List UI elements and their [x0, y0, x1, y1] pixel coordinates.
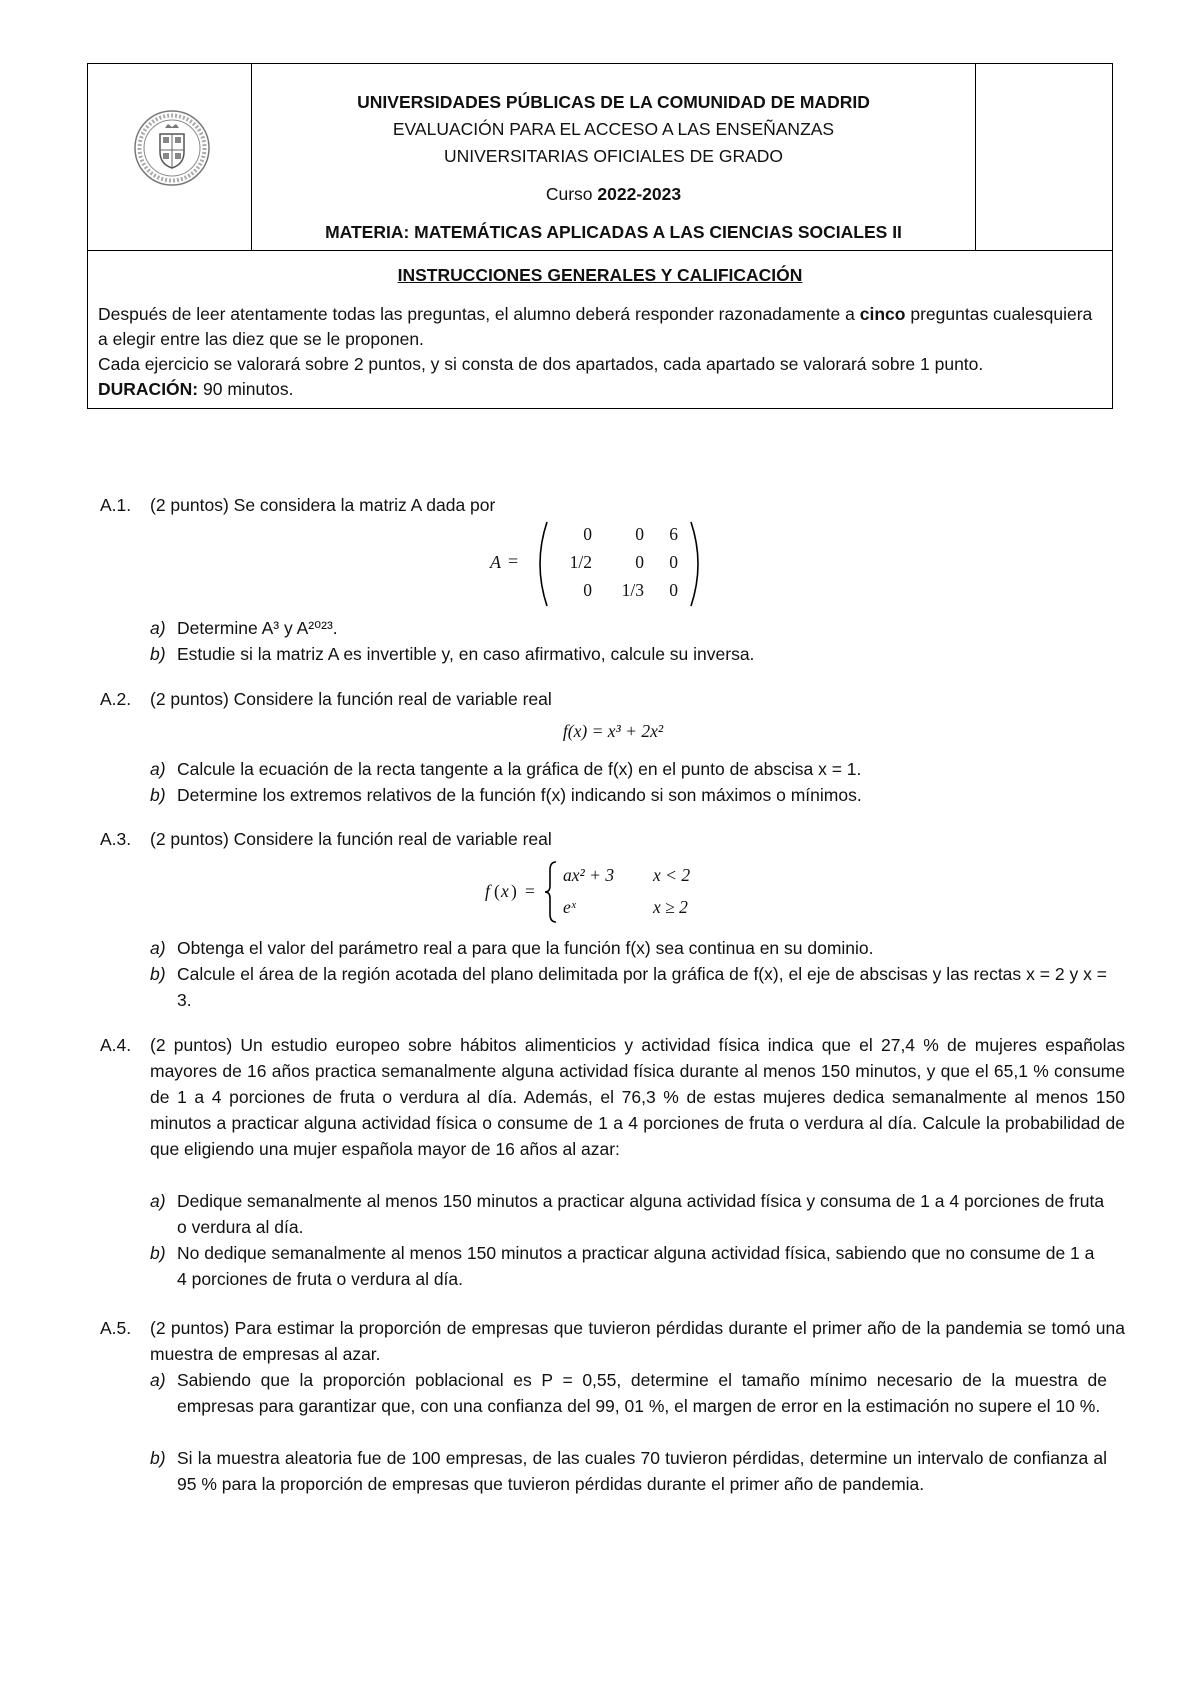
item-label: a)	[150, 759, 166, 779]
item-label: a)	[150, 938, 166, 958]
duration-label: DURACIÓN:	[98, 379, 199, 399]
brace-icon	[543, 860, 559, 924]
instructions-text	[98, 302, 1098, 402]
matrix-cell: 0	[583, 524, 592, 544]
item-text: Calcule el área de la región acotada del plano delimitada por la gráfica de f(x), el eje de abscisas y las rectas x = 2 y x = 3.	[177, 964, 1107, 1010]
header-official-degrees: UNIVERSITARIAS OFICIALES DE GRADO	[443, 146, 784, 166]
matrix-cell: 1/3	[621, 580, 644, 600]
case2-expr: eˣ	[563, 897, 576, 917]
item-text: Si la muestra aleatoria fue de 100 empresas, de las cuales 70 tuvieron pérdidas, determine un intervalo de confianza al 95 % para la proporción de empresas que tuvieron pérdidas durante el primer año de pandemia.	[177, 1448, 1107, 1494]
item-text: No dedique semanalmente al menos 150 minutos a practicar alguna actividad física, sabiendo que no consume de 1 a 4 porciones de fruta o verdura al día.	[177, 1243, 1095, 1289]
item-label: b)	[150, 1448, 166, 1468]
item-label: b)	[150, 644, 166, 664]
case1-cond: x < 2	[653, 865, 691, 885]
header-right-cell	[975, 64, 1112, 250]
course-label: Curso	[545, 184, 593, 204]
item-text: Sabiendo que la proporción poblacional es P = 0,55, determine el tamaño mínimo necesario de la muestra de empresas para garantizar que, con una confianza del 99, 01 %, el margen de error en la estimación no supere el 10 %.	[177, 1370, 1107, 1416]
header-university: UNIVERSIDADES PÚBLICAS DE LA COMUNIDAD DE MADRID	[357, 92, 870, 112]
matrix-cell: 0	[635, 552, 644, 572]
question-a4	[100, 1032, 1126, 1292]
question-number: A.4.	[100, 1035, 132, 1055]
question-text: (2 puntos) Para estimar la proporción de empresas que tuvieron pérdidas durante el primer año de la pandemia se tomó una muestra de empresas al azar.	[150, 1318, 1125, 1364]
formula: f(x) = x³ + 2x²	[562, 721, 664, 741]
item-label: b)	[150, 964, 166, 984]
matrix-cell: 0	[669, 552, 678, 572]
question-a1-items	[100, 615, 1126, 675]
instructions-title: INSTRUCCIONES GENERALES Y CALIFICACIÓN	[397, 265, 803, 285]
item-label: a)	[150, 1191, 166, 1211]
course-value: 2022-2023	[597, 184, 682, 204]
case2-cond: x ≥ 2	[653, 897, 688, 917]
item-text: Calcule la ecuación de la recta tangente a la gráfica de f(x) en el punto de abscisa x = 1.	[177, 759, 862, 779]
header-subject: MATERIA: MATEMÁTICAS APLICADAS A LAS CIENCIAS SOCIALES II	[325, 222, 902, 242]
university-seal-icon	[132, 108, 212, 188]
item-text: Estudie si la matriz A es invertible y, en caso afirmativo, calcule su inversa.	[177, 644, 755, 664]
question-text: (2 puntos) Considere la función real de variable real	[150, 689, 552, 709]
item-text: Obtenga el valor del parámetro real a para que la función f(x) sea continua en su dominio.	[177, 938, 874, 958]
item-text: Determine los extremos relativos de la función f(x) indicando si son máximos o mínimos.	[177, 785, 862, 805]
duration-value: 90 minutos.	[203, 379, 294, 399]
header-evaluation: EVALUACIÓN PARA EL ACCESO A LAS ENSEÑANZAS	[392, 119, 835, 139]
item-label: a)	[150, 1370, 166, 1390]
title-block	[252, 64, 975, 250]
instructions-p1a: Después de leer atentamente todas las preguntas, el alumno deberá responder razonadamente a	[98, 304, 855, 324]
question-number: A.5.	[100, 1318, 132, 1338]
logo-cell	[88, 64, 252, 250]
matrix-cell: 6	[669, 524, 678, 544]
header-course	[252, 184, 975, 205]
question-a5	[100, 1315, 1126, 1535]
item-label: a)	[150, 618, 166, 638]
question-text: (2 puntos) Se considera la matriz A dada por	[150, 495, 496, 515]
instructions-p1b: preguntas cualesquiera a elegir entre las diez que se le proponen.	[98, 304, 1093, 349]
question-text: (2 puntos) Un estudio europeo sobre hábitos alimenticios y actividad física indica que el 27,4 % de mujeres españolas mayores de 16 años practica semanalmente alguna actividad física durante al menos 150 minutos, y que el 65,1 % consume de 1 a 4 porciones de fruta o verdura al día. Además, el 76,3 % de estas mujeres dedica semanalmente al menos 150 minutos a practicar alguna actividad física o consume de 1 a 4 porciones de fruta o verdura al día. Calcule la probabilidad de que eligiendo una mujer española mayor de 16 años al azar:	[150, 1035, 1125, 1159]
question-text: (2 puntos) Considere la función real de variable real	[150, 829, 552, 849]
item-label: b)	[150, 1243, 166, 1263]
question-a3	[100, 826, 1126, 1016]
item-text: Dedique semanalmente al menos 150 minutos a practicar alguna actividad física y consuma de 1 a 4 porciones de fruta o verdura al día.	[177, 1191, 1105, 1237]
matrix-cell: 1/2	[569, 552, 592, 572]
instructions-p1-bold: cinco	[859, 304, 906, 324]
case1-expr: ax² + 3	[563, 865, 615, 885]
question-number: A.3.	[100, 829, 132, 849]
matrix-a: A = 0 0 6 1/2 0 0 0 1/3 0	[490, 520, 720, 608]
item-text: Determine A³ y A²⁰²³.	[177, 618, 338, 638]
matrix-cell: 0	[635, 524, 644, 544]
question-a2	[100, 686, 1126, 806]
item-label: b)	[150, 785, 166, 805]
instructions-p2: Cada ejercicio se valorará sobre 2 puntos, y si consta de dos apartados, cada apartado se valorará sobre 1 punto.	[98, 354, 984, 374]
piecewise-function: f ( x ) = ax² + 3 x < 2 eˣ x ≥ 2	[485, 858, 805, 928]
question-number: A.2.	[100, 689, 132, 709]
header-table	[87, 63, 1113, 409]
question-number: A.1.	[100, 495, 132, 515]
matrix-cell: 0	[669, 580, 678, 600]
matrix-cell: 0	[583, 580, 592, 600]
instructions-section	[88, 251, 1112, 409]
right-paren	[688, 520, 706, 608]
